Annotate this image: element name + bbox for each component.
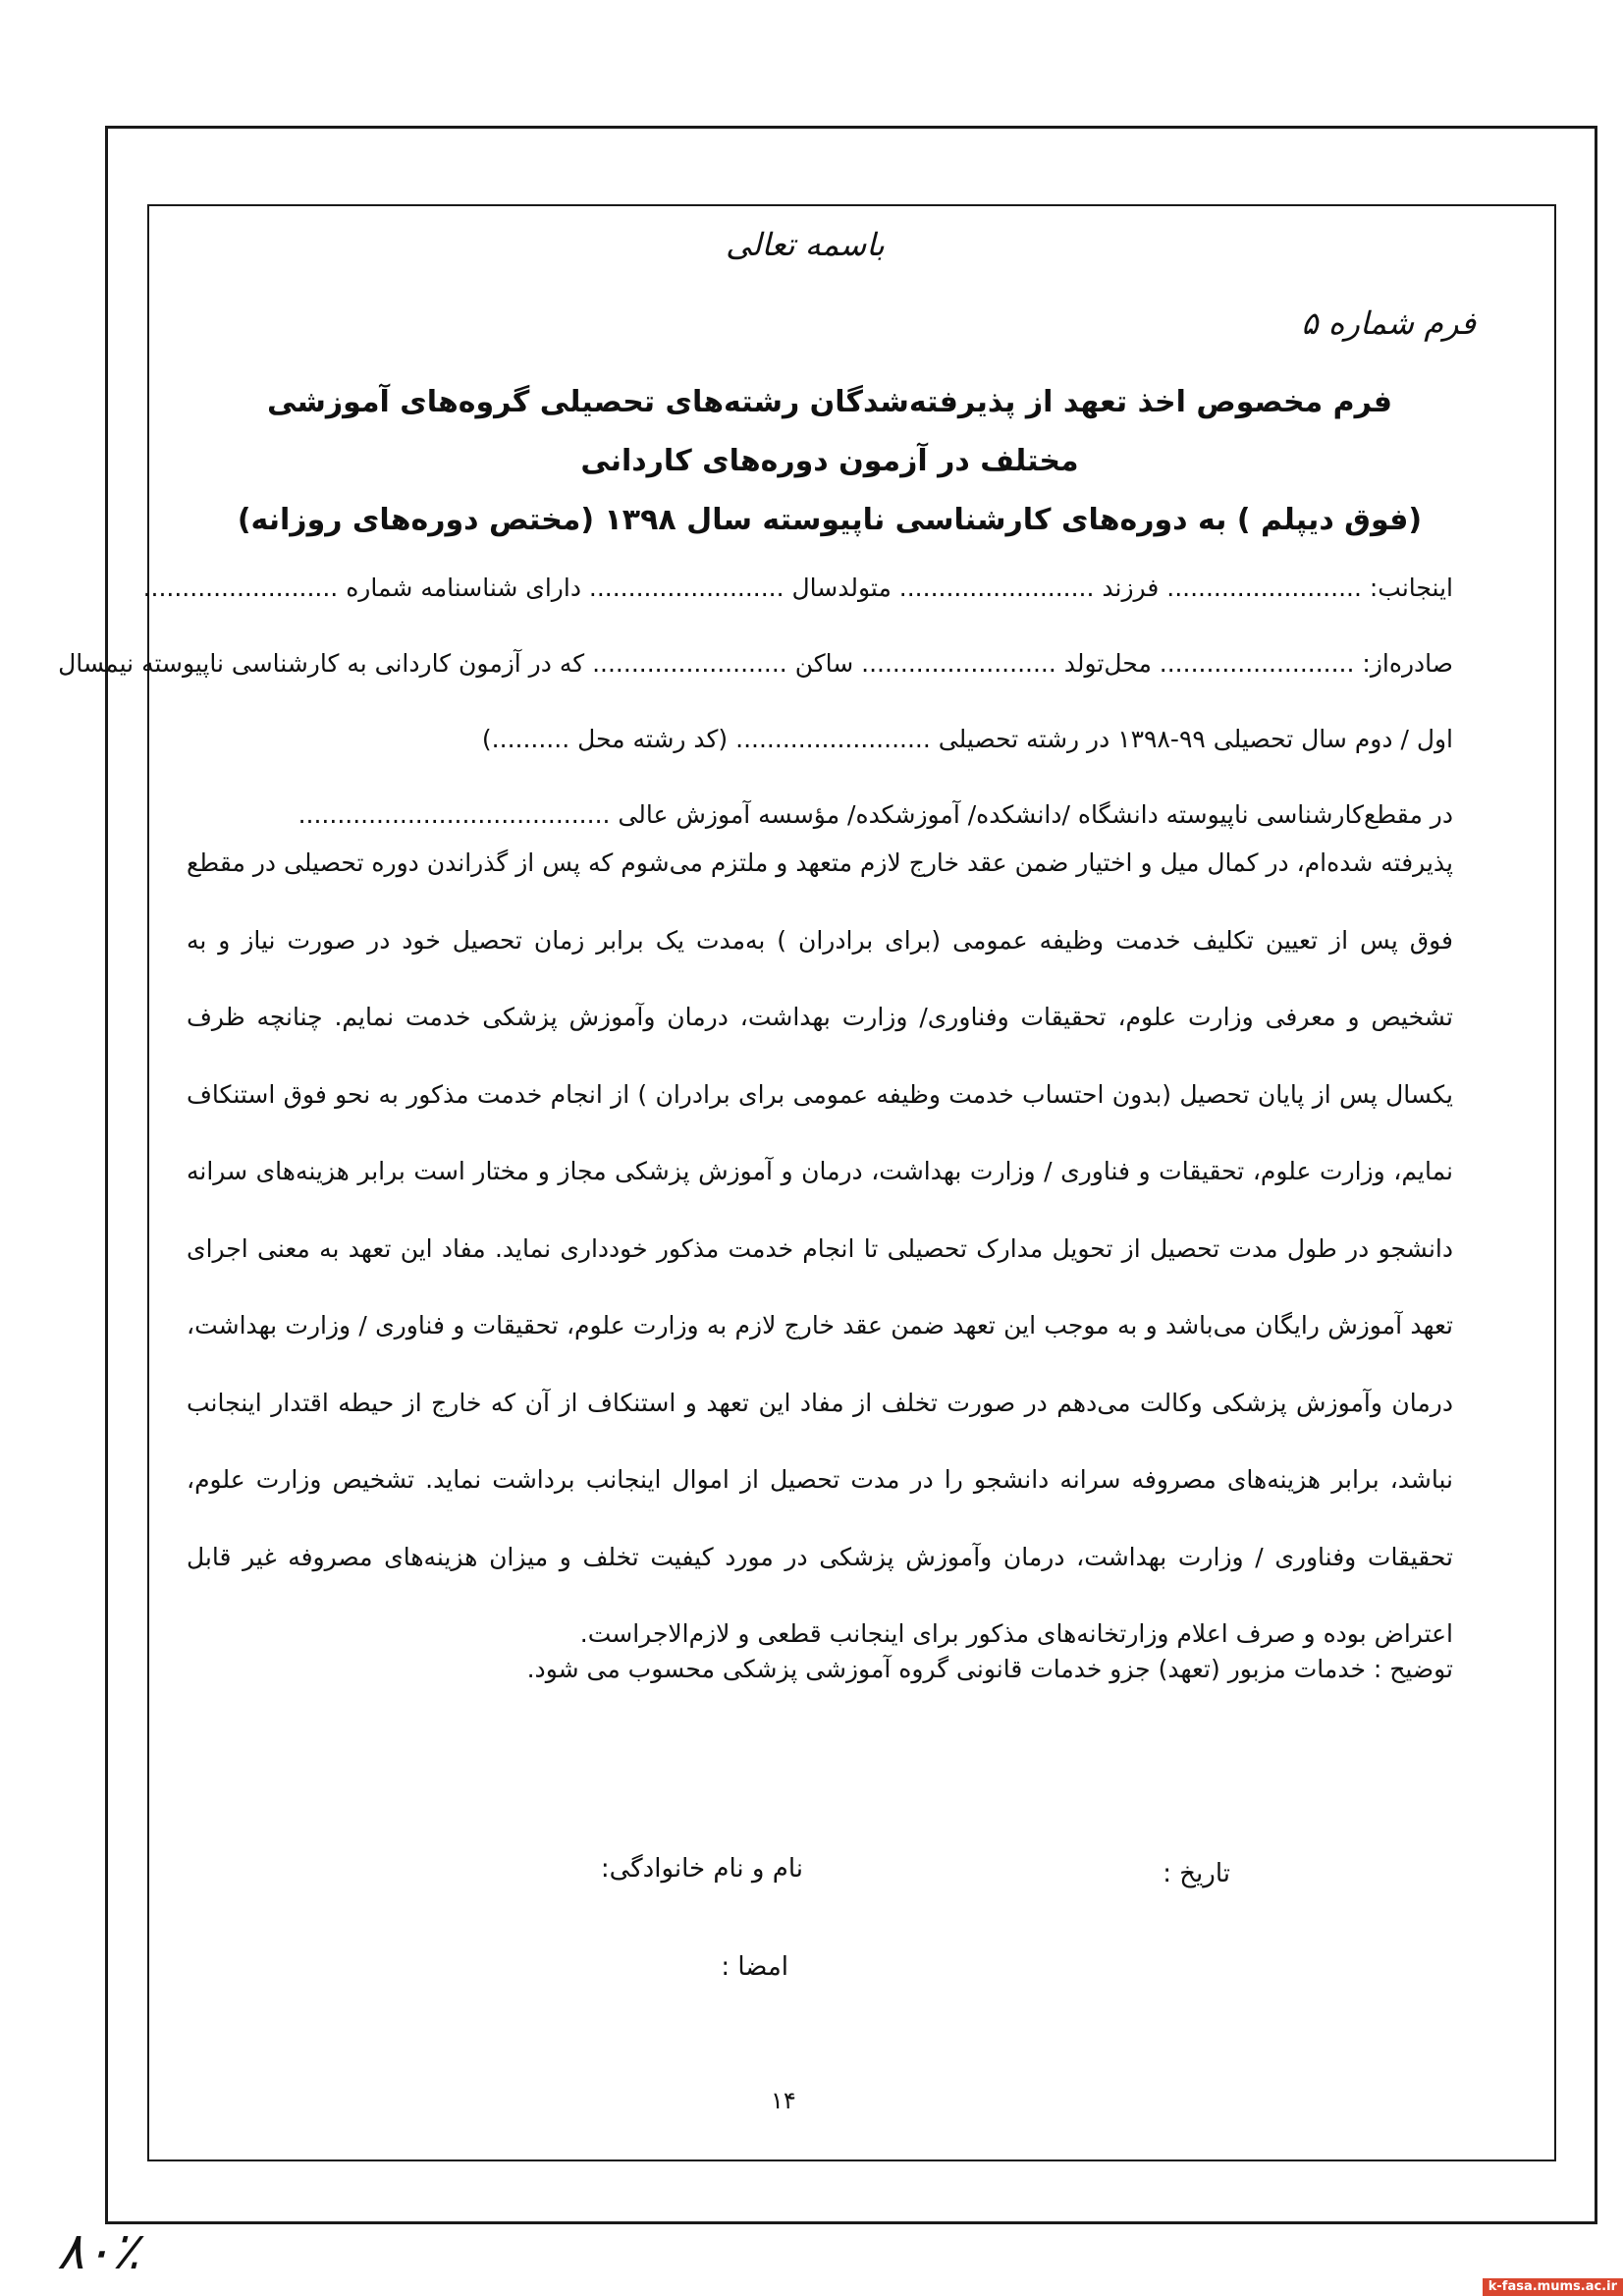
fill-in-section bbox=[58, 550, 1453, 852]
fill-line-issued: صادره‌از: ......................... محل‌تولد ......................... ساکن ......................... که در آزمون کاردانی به کارشناسی ناپیوسته نیمسال bbox=[58, 649, 1453, 678]
page-number: ۱۴ bbox=[771, 2087, 796, 2114]
signature-label: امضا : bbox=[721, 1952, 788, 1982]
handwritten-percentage: ۸۰٪ bbox=[57, 2222, 139, 2281]
fill-line-applicant: اینجانب: ......................... فرزند ......................... متولدسال ......................... دارای شناسنامه شماره ......................... bbox=[142, 574, 1453, 602]
commitment-paragraph: پذیرفته شده‌ام، در کمال میل و اختیار ضمن عقد خارج لازم متعهد و ملتزم می‌شوم که پس از گذراندن دوره تحصیلی در مقطع فوق پس از تعیین تکلیف خدمت وظیفه عمومی (برای برادران ) به‌مدت یک برابر زمان تحصیل خود در صورت نیاز و به تشخیص و معرفی وزارت علوم، تحقیقات وفناوری/ وزارت بهداشت، درمان وآموزش پزشکی خدمت نمایم. چنانچه ظرف یکسال پس از پایان تحصیل (بدون احتساب خدمت وظیفه عمومی برای برادران ) از انجام خدمت مذکور به نحو فوق استنکاف نمایم، وزارت علوم، تحقیقات و فناوری / وزارت بهداشت، درمان و آموزش پزشکی مجاز و مختار است برابر هزینه‌های سرانه دانشجو در طول مدت تحصیل از تحویل مدارک تحصیلی تا انجام خدمت مذکور خودداری نماید. مفاد این تعهد به معنی اجرای تعهد آموزش رایگان می‌باشد و به موجب این تعهد ضمن عقد خارج لازم به وزارت علوم، تحقیقات و فناوری / وزارت بهداشت، درمان وآموزش پزشکی وکالت می‌دهم در صورت تخلف از مفاد این تعهد و استنکاف از آن که خارج از حیطه اقتدار اینجانب نباشد، برابر هزینه‌های مصروفه سرانه دانشجو را در مدت تحصیل از اموال اینجانب برداشت نماید. تشخیص وزارت علوم، تحقیقات وفناوری / وزارت بهداشت، درمان وآموزش پزشکی در مورد کیفیت تخلف و میزان هزینه‌های مصروفه غیر قابل اعتراض بوده و صرف اعلام وزارتخانه‌های مذکور برای اینجانب قطعی و لازم‌الاجراست. bbox=[187, 848, 1453, 1648]
form-number: فرم شماره ۵ bbox=[1301, 304, 1476, 342]
form-title bbox=[216, 373, 1443, 550]
full-name-label: نام و نام خانوادگی: bbox=[600, 1854, 803, 1884]
form-title-line-2: (فوق دیپلم ) به دوره‌های کارشناسی ناپیوسته سال ۱۳۹۸ (مختص دوره‌های روزانه) bbox=[237, 503, 1423, 537]
site-watermark: k-fasa.mums.ac.ir bbox=[1483, 2278, 1623, 2296]
date-label: تاریخ : bbox=[1163, 1859, 1230, 1888]
bismillah-heading: باسمه تعالی bbox=[726, 226, 885, 263]
fill-line-institution: در مقطع‌کارشناسی ناپیوسته دانشگاه /دانشکده/ آموزشکده/ مؤسسه آموزش عالی ........................................ bbox=[298, 800, 1453, 829]
note-text: توضیح : خدمات مزبور (تعهد) جزو خدمات قانونی گروه آموزشی پزشکی محسوب می شود. bbox=[526, 1655, 1453, 1683]
form-title-line-1: فرم مخصوص اخذ تعهد از پذیرفته‌شدگان رشته‌های تحصیلی گروه‌های آموزشی مختلف در آزمون دوره‌های کاردانی bbox=[267, 385, 1392, 478]
fill-line-semester: اول / دوم سال تحصیلی ۹۹-۱۳۹۸ در رشته تحصیلی ......................... (کد رشته محل ..........) bbox=[481, 725, 1453, 753]
